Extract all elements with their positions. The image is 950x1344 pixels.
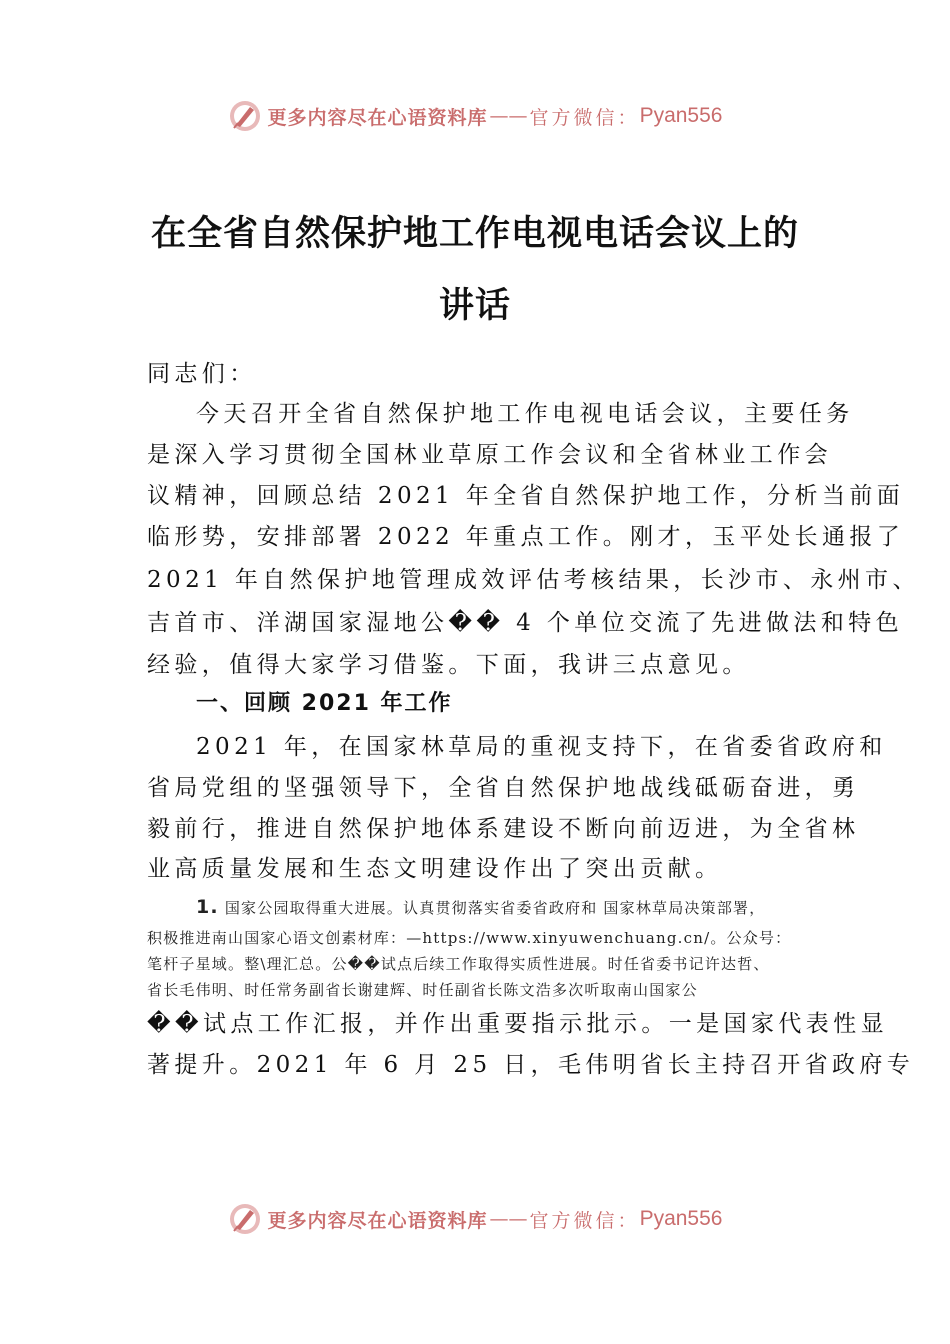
para1-line: 临形势，安排部署 2022 年重点工作。刚才，玉平处长通报了 <box>147 524 905 550</box>
quill-logo-icon <box>228 99 262 133</box>
banner-wechat-label: 官方微信： <box>529 1209 640 1232</box>
header-banner <box>0 96 950 136</box>
section-heading-1: 一、回顾 2021 年工作 <box>196 691 453 716</box>
banner-wechat-label: 官方微信： <box>529 106 640 129</box>
para2-line: 省局党组的坚强领导下，全省自然保护地战线砥砺奋进，勇 <box>147 775 860 801</box>
banner-wechat-id: Pyan556 <box>639 1207 723 1230</box>
item1-number: 1. <box>196 896 219 918</box>
para1-line: 今天召开全省自然保护地工作电视电话会议，主要任务 <box>196 401 854 427</box>
para2-line: 2021 年，在国家林草局的重视支持下，在省委省政府和 <box>196 734 887 760</box>
salutation: 同志们： <box>147 361 257 387</box>
item1-small-text: 国家公园取得重大进展。认真贯彻落实省委省政府和 国家林草局决策部署， <box>224 899 766 917</box>
banner-dash: —— <box>489 105 528 127</box>
para2-line: 业高质量发展和生态文明建设作出了突出贡献。 <box>147 856 723 882</box>
item1-cont-line: ��试点工作汇报，并作出重要指示批示。一是国家代表性显 <box>147 1011 888 1037</box>
item1-small-line: 笔杆子星域。整\理汇总。公��试点后续工作取得实质性进展。时任省委书记许达哲、 <box>147 955 770 973</box>
quill-logo-icon <box>228 1202 262 1236</box>
banner-wechat-id: Pyan556 <box>639 104 723 127</box>
banner-text: 更多内容尽在心语资料库 <box>267 106 488 129</box>
para1-line: 2021 年自然保护地管理成效评估考核结果，长沙市、永州市、 <box>147 567 920 593</box>
banner-dash: —— <box>489 1208 528 1230</box>
para2-line: 毅前行，推进自然保护地体系建设不断向前迈进，为全省林 <box>147 816 860 842</box>
item1-small-line: 积极推进南山国家心语文创素材库：—https://www.xinyuwenchuang.cn/。公众号： <box>147 929 792 947</box>
para1-line: 经验，值得大家学习借鉴。下面，我讲三点意见。 <box>147 652 750 678</box>
item1-small-line: 省长毛伟明、时任常务副省长谢建辉、时任副省长陈文浩多次听取南山国家公 <box>147 981 698 999</box>
banner-text: 更多内容尽在心语资料库 <box>267 1209 488 1232</box>
document-title-line2: 讲话 <box>438 286 511 326</box>
para1-line: 吉首市、洋湖国家湿地公�� 4 个单位交流了先进做法和特色 <box>147 610 904 636</box>
para1-line: 议精神，回顾总结 2021 年全省自然保护地工作，分析当前面 <box>147 483 905 509</box>
document-title-line1: 在全省自然保护地工作电视电话会议上的 <box>150 214 799 254</box>
item1-small-line <box>196 896 861 919</box>
para1-line: 是深入学习贯彻全国林业草原工作会议和全省林业工作会 <box>147 442 832 468</box>
item1-cont-line: 著提升。2021 年 6 月 25 日，毛伟明省长主持召开省政府专 <box>147 1052 915 1078</box>
footer-banner <box>0 1199 950 1239</box>
